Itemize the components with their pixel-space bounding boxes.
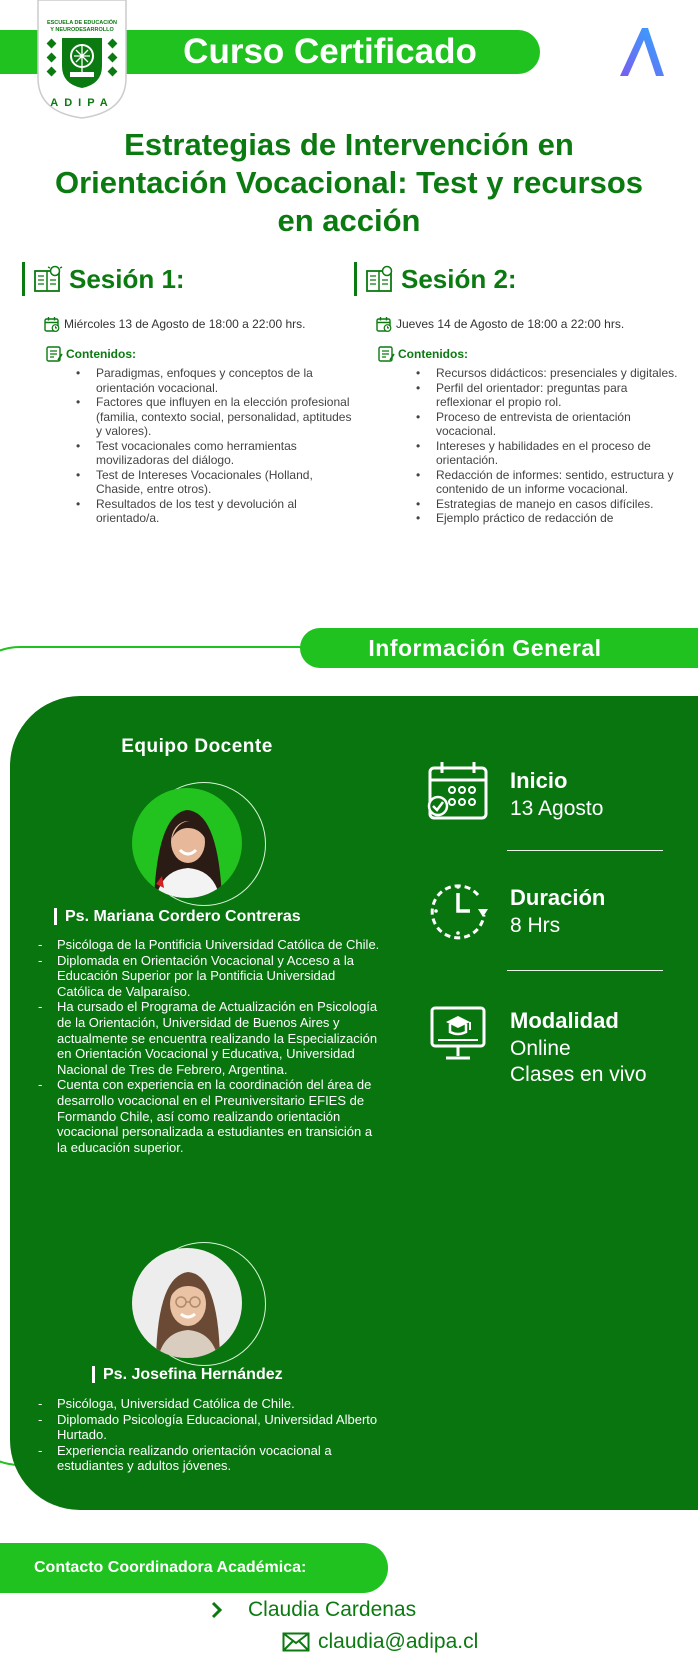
divider	[507, 970, 663, 971]
list-item: - Ha cursado el Programa de Actualización en Psicología de la Orientación, Universidad de Buenos Aires y actualmente se encuentra realizando la Especialización en Orientación Vocacional y Educativa, Universidad Nacional de Tres de Febrero, Argentina.	[36, 999, 380, 1077]
session-2-contents-label: Contenidos:	[398, 347, 468, 361]
book-icon	[365, 265, 395, 293]
adipa-school-logo	[34, 0, 130, 120]
divider	[507, 850, 663, 851]
clock-icon	[426, 877, 490, 941]
envelope-icon	[282, 1632, 310, 1652]
session-2-contents-header	[378, 346, 684, 362]
book-icon	[33, 265, 63, 293]
duration-value: 8 Hrs	[510, 914, 561, 937]
teacher-2-avatar	[132, 1242, 266, 1366]
teacher-2-bio	[36, 1396, 380, 1474]
mode-value	[510, 1036, 647, 1088]
session-1-contents-label: Contenidos:	[66, 347, 136, 361]
teacher-1-avatar	[132, 782, 266, 906]
teacher-2-name: Ps. Josefina Hernández	[92, 1366, 283, 1383]
session-2-date: Jueves 14 de Agosto de 18:00 a 22:00 hrs.	[396, 317, 625, 331]
list-item: • Redacción de informes: sentido, estructura y contenido de un informe vocacional.	[436, 468, 684, 497]
list-item: • Perfil del orientador: preguntas para reflexionar el propio rol.	[436, 381, 684, 410]
list-item: - Diplomada en Orientación Vocacional y Acceso a la Educación Superior por la Pontificia Universidad Católica de Valparaíso.	[36, 953, 380, 1000]
mode-value-online: Online	[510, 1037, 571, 1060]
brand-logo	[612, 22, 672, 82]
list-item: - Experiencia realizando orientación vocacional a estudiantes y adultos jóvenes.	[36, 1443, 380, 1474]
list-item: • Estrategias de manejo en casos difíciles.	[436, 497, 684, 512]
contact-title: Contacto Coordinadora Académica:	[34, 1559, 307, 1576]
session-2-header	[354, 262, 684, 296]
list-item: • Recursos didácticos: presenciales y digitales.	[436, 366, 684, 381]
list-icon	[46, 346, 64, 362]
logo-text-top-2: Y NEURODESARROLLO	[50, 27, 114, 33]
list-icon	[378, 346, 396, 362]
list-item: • Test vocacionales como herramientas movilizadoras del diálogo.	[96, 439, 352, 468]
session-1-date-row	[44, 316, 352, 332]
calendar-icon	[376, 316, 392, 332]
course-title-line-3: en acción	[277, 203, 421, 238]
session-1-contents-header	[46, 346, 352, 362]
contact-name: Claudia Cardenas	[248, 1598, 417, 1621]
teacher-1-name: Ps. Mariana Cordero Contreras	[54, 908, 301, 925]
contact-email-link[interactable]: claudia@adipa.cl	[318, 1630, 479, 1653]
list-item: - Diplomado Psicología Educacional, Universidad Alberto Hurtado.	[36, 1412, 380, 1443]
start-label: Inicio	[510, 768, 568, 793]
session-2-contents-list	[436, 366, 684, 526]
session-1-contents-list	[96, 366, 352, 526]
list-item: • Test de Intereses Vocacionales (Holland, Chaside, entre otros).	[96, 468, 352, 497]
session-1-date: Miércoles 13 de Agosto de 18:00 a 22:00 hrs.	[64, 317, 306, 331]
list-item: - Psicóloga, Universidad Católica de Chile.	[36, 1396, 380, 1412]
list-item: - Psicóloga de la Pontificia Universidad Católica de Chile.	[36, 937, 380, 953]
logo-text-bottom: ADIPA	[50, 97, 114, 109]
course-title	[10, 126, 688, 240]
session-1-title: Sesión 1:	[69, 263, 185, 294]
team-title: Equipo Docente	[121, 736, 273, 757]
mode-label: Modalidad	[510, 1008, 619, 1033]
course-title-line-2: Orientación Vocacional: Test y recursos	[54, 165, 644, 200]
chevron-right-icon	[210, 1601, 224, 1619]
calendar-icon	[44, 316, 60, 332]
list-item: • Resultados de los test y devolución al orientado/a.	[96, 497, 352, 526]
list-item: • Proceso de entrevista de orientación vocacional.	[436, 410, 684, 439]
contact-name-row	[210, 1598, 416, 1622]
list-item: • Intereses y habilidades en el proceso de orientación.	[436, 439, 684, 468]
start-value: 13 Agosto	[510, 797, 604, 820]
calendar-icon	[426, 760, 490, 824]
list-item: • Paradigmas, enfoques y conceptos de la orientación vocacional.	[96, 366, 352, 395]
list-item: • Ejemplo práctico de redacción de	[436, 511, 684, 526]
duration-label: Duración	[510, 885, 606, 910]
session-2	[354, 262, 684, 526]
session-2-title: Sesión 2:	[401, 263, 517, 294]
teacher-1-bio	[36, 937, 380, 1155]
list-item: • Factores que influyen en la elección profesional (familia, contexto social, personalidad, aptitudes y valores).	[96, 395, 352, 439]
contact-email-row	[282, 1630, 478, 1654]
session-1	[22, 262, 352, 526]
list-item: - Cuenta con experiencia en la coordinación del área de desarrollo vocacional en el Preuniversitario EFIES de Formando Chile, así como realizando orientación vocacional personalizada a estudiantes en transición a la educación superior.	[36, 1077, 380, 1155]
header-title: Curso Certificado	[183, 32, 477, 71]
mode-value-live: Clases en vivo	[510, 1063, 647, 1086]
logo-text-top-1: ESCUELA DE EDUCACIÓN	[46, 20, 118, 26]
course-title-line-1: Estrategias de Intervención en	[124, 127, 574, 162]
monitor-icon	[426, 1000, 490, 1064]
avatar	[132, 1248, 242, 1358]
info-title: Información General	[368, 635, 602, 661]
session-1-header	[22, 262, 352, 296]
session-2-date-row	[376, 316, 684, 332]
avatar	[132, 788, 242, 898]
